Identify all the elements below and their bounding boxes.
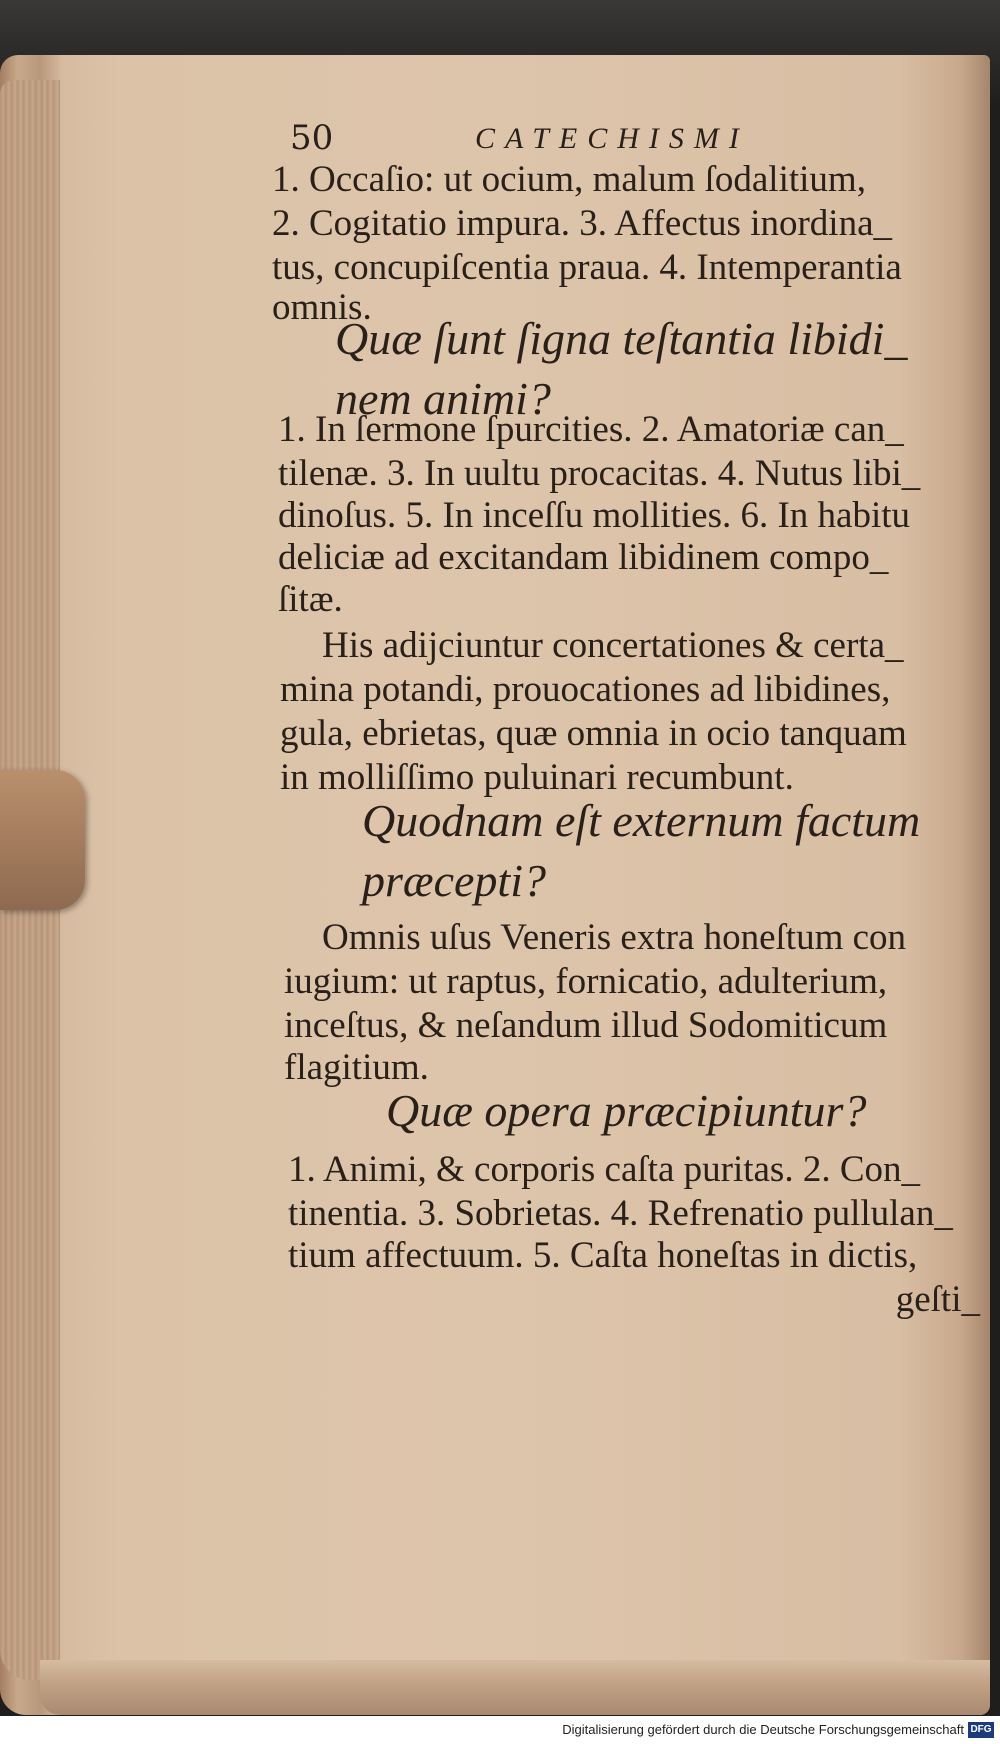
text-line: tinentia. 3. Sobrietas. 4. Refrenatio pullulan_ xyxy=(288,1193,953,1234)
text-line: tus, concupiſcentia praua. 4. Intemperantia xyxy=(272,247,902,288)
text-line: 1. Occaſio: ut ocium, malum ſodalitium, xyxy=(272,159,866,200)
funding-credit: Digitalisierung gefördert durch die Deutsche Forschungsgemeinschaft xyxy=(562,1722,964,1737)
text-line: inceſtus, & neſandum illud Sodomiticum xyxy=(284,1005,888,1046)
question-heading: nem animi? xyxy=(335,373,551,424)
footer-bar xyxy=(0,1716,1000,1744)
question-heading: Quæ opera præcipiuntur? xyxy=(386,1085,867,1136)
question-heading: Quodnam eſt externum factum xyxy=(362,795,921,846)
catchword: geſti_ xyxy=(895,1279,980,1320)
running-head: CATECHISMI xyxy=(475,122,749,155)
page-number: 50 xyxy=(290,118,334,158)
page-bottom-edge xyxy=(40,1660,990,1715)
text-line: in molliſſimo puluinari recumbunt. xyxy=(280,757,794,798)
text-line: flagitium. xyxy=(284,1047,429,1088)
text-line: tilenæ. 3. In uultu procacitas. 4. Nutus libi_ xyxy=(278,453,921,494)
text-line: gula, ebrietas, quæ omnia in ocio tanquam xyxy=(280,713,907,754)
text-line: 1. In ſermone ſpurcities. 2. Amatoriæ can_ xyxy=(278,409,904,450)
text-line: dinoſus. 5. In inceſſu mollities. 6. In habitu xyxy=(278,495,911,536)
text-line: mina potandi, prouocationes ad libidines, xyxy=(280,669,891,710)
text-line: 2. Cogitatio impura. 3. Affectus inordina_ xyxy=(272,203,893,244)
question-heading: Quæ ſunt ſigna teſtantia libidi_ xyxy=(335,313,908,364)
text-line: tium affectuum. 5. Caſta honeſtas in dictis, xyxy=(288,1235,918,1276)
text-line: Omnis uſus Veneris extra honeſtum con xyxy=(322,917,907,958)
text-line: His adijciuntur concertationes & certa_ xyxy=(322,625,904,666)
page-header xyxy=(290,118,980,158)
text-line: iugium: ut raptus, fornicatio, adulterium, xyxy=(284,961,888,1002)
text-line: ſitæ. xyxy=(278,579,343,620)
dfg-logo: DFG xyxy=(968,1722,994,1738)
clasp-tab xyxy=(0,770,85,910)
text-line: 1. Animi, & corporis caſta puritas. 2. Con_ xyxy=(288,1149,920,1190)
text-line: deliciæ ad excitandam libidinem compo_ xyxy=(278,537,889,578)
question-heading: præcepti? xyxy=(362,855,546,906)
text-line: omnis. xyxy=(272,287,372,328)
